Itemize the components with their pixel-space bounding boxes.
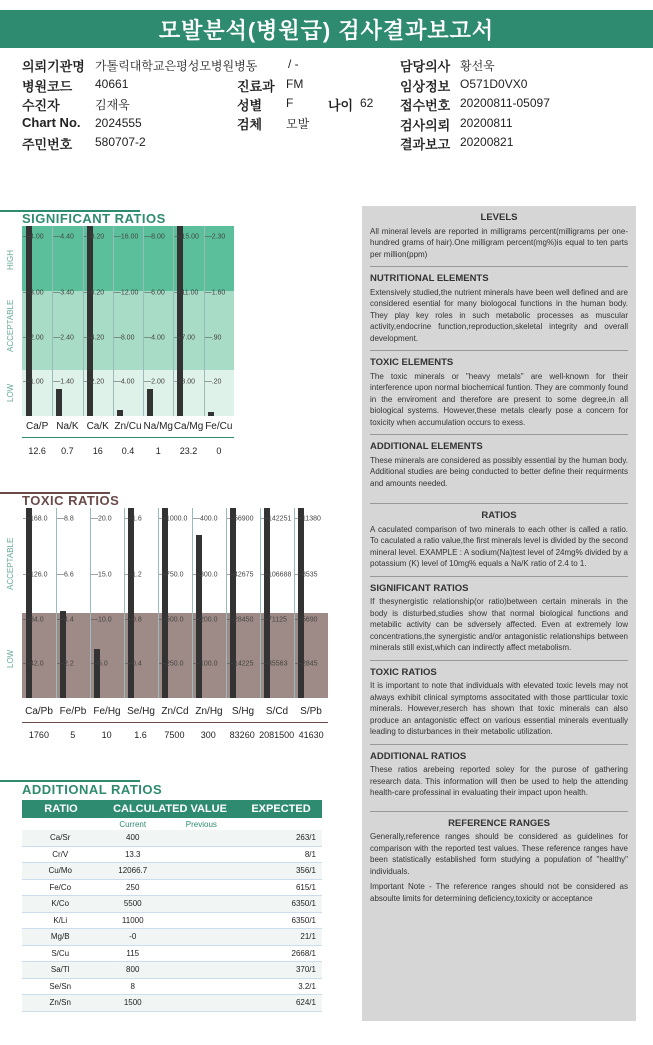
tox-tick: —0.4: [125, 660, 142, 668]
levels-title: LEVELS: [480, 212, 518, 223]
ratio-cell: Zn/Sn: [49, 998, 71, 1008]
doctor-label: 담당의사: [400, 59, 451, 74]
receipt-label: 접수번호: [400, 98, 451, 113]
sig-band-2: [22, 370, 234, 416]
tox-tick: —15.0: [91, 571, 112, 578]
tox-tick: —106688: [261, 571, 292, 578]
additional-table-row: [22, 913, 322, 930]
sig-col-sep: [204, 226, 205, 416]
tox-tick: —11380: [295, 515, 321, 523]
sig-bar-zn-cu: [117, 410, 123, 416]
clinical-value: O571D0VX0: [460, 77, 528, 91]
ratio-cell: Cr/V: [52, 849, 69, 859]
requested-label: 검사의뢰: [400, 118, 451, 133]
tox-tick: —2.2: [57, 660, 74, 668]
current-cell: 11000: [121, 915, 144, 925]
sig-bar-fe-cu: [208, 412, 214, 416]
sig-col-sep: [83, 226, 84, 416]
doctor-value: 황선욱: [460, 59, 495, 73]
significant-values: [22, 446, 234, 460]
tox-bar-s-hg: [230, 508, 236, 698]
reference-title: REFERENCE RANGES: [448, 817, 550, 829]
tox-tick: —126.0: [23, 571, 48, 578]
tox-bar-zn-cd: [162, 508, 168, 698]
sig-value: 12.6: [28, 446, 46, 456]
ratio-cell: Ca/Sr: [49, 833, 71, 843]
additional-table-row: [22, 847, 322, 864]
additional-table-row: [22, 863, 322, 880]
sig-tick: —4.00: [23, 233, 44, 241]
sig-tick: —6.20: [83, 289, 105, 296]
subheader-current: Current: [119, 819, 147, 829]
expected-cell: 370/1: [295, 965, 316, 975]
dept-label: 진료과: [237, 79, 275, 94]
significant-title: SIGNIFICANT RATIOS: [22, 211, 166, 226]
tox-band-1: [22, 613, 328, 699]
specimen-label: 검체: [237, 117, 263, 132]
expected-cell: 6350/1: [291, 899, 316, 909]
tox-tick: —4.4: [57, 616, 74, 624]
sig-tick: —3.00: [174, 378, 196, 386]
tox-tick: —6.6: [57, 571, 74, 578]
sig-category-label: Na/K: [56, 421, 79, 432]
tox-tick: —42675: [227, 571, 254, 578]
sig-tick: —1.00: [23, 378, 44, 386]
ratio-cell: Cu/Mo: [48, 866, 72, 876]
reported-label: 결과보고: [400, 137, 451, 152]
sig-tick: —2.40: [53, 334, 74, 342]
nutritional-text: Extensively studied,the nutrient minerals have been well defined and are considered esential for many biologocal functions in the human body. They play key roles in such metabolic processes as muscular activity,endocrine function,reproduction,skeletal integrity and overall development.: [370, 287, 628, 343]
sig-band-acceptable-label: ACCEPTABLE: [6, 299, 15, 352]
sig-tick: —.20: [204, 378, 222, 386]
toxic-title: TOXIC RATIOS: [22, 493, 120, 508]
tox-col-sep: [56, 508, 57, 698]
rrn-value: 580707-2: [95, 135, 146, 149]
tox-category-label: Se/Hg: [127, 706, 155, 717]
ratio-cell: K/Li: [53, 915, 68, 925]
header-expected: EXPECTED: [251, 803, 311, 815]
tox-bar-s-pb: [298, 508, 304, 698]
collector-label: 수진자: [22, 98, 60, 113]
sig-tick: —1.40: [53, 378, 74, 386]
sig-tick: —2.30: [204, 233, 226, 241]
tox-tick: —20.0: [91, 515, 112, 523]
tox-category-label: Ca/Pb: [25, 706, 53, 717]
tox-tick: —750.0: [159, 571, 184, 578]
sig-tick: —3.40: [53, 289, 74, 296]
tox-value: 1760: [28, 730, 49, 740]
additional-elements-title: ADDITIONAL ELEMENTS: [370, 441, 483, 452]
sig-tick: —1.60: [204, 289, 226, 296]
tox-col-sep: [90, 508, 91, 698]
sig-col-sep: [173, 226, 174, 416]
current-cell: 115: [126, 948, 140, 958]
code-label: 병원코드: [22, 79, 73, 94]
ratios-title: RATIOS: [481, 510, 517, 521]
expected-cell: 356/1: [295, 866, 316, 876]
tox-value: 10: [101, 730, 112, 740]
sig-ratios-title: SIGNIFICANT RATIOS: [370, 582, 469, 594]
tox-tick: —56900: [227, 515, 254, 523]
tox-value: 41630: [298, 730, 324, 740]
tox-tick: —71125: [261, 616, 287, 624]
age-value: 62: [360, 96, 374, 110]
additional-rows: [22, 830, 322, 1012]
tox-tick: —142251: [261, 515, 292, 523]
tox-band-0: [22, 508, 328, 613]
nutritional-title: NUTRITIONAL ELEMENTS: [370, 273, 489, 284]
sig-bar-ca-p: [26, 226, 32, 416]
tox-value: 300: [200, 730, 216, 740]
additional-table-row: [22, 946, 322, 963]
chart-label: Chart No.: [22, 115, 81, 130]
sig-category-label: Na/Mg: [143, 421, 173, 432]
tox-col-sep: [124, 508, 125, 698]
expected-cell: 6350/1: [291, 915, 316, 925]
sig-category-label: Ca/Mg: [173, 421, 204, 432]
sig-category-label: Fe/Cu: [205, 421, 233, 432]
dept-value: FM: [286, 77, 304, 91]
tox-tick: —84.0: [23, 616, 44, 624]
tox-col-sep: [226, 508, 227, 698]
sig-tick: —4.40: [53, 233, 74, 241]
code-value: 40661: [95, 77, 129, 91]
additional-table-row: [22, 830, 322, 847]
toxic-elements-title: TOXIC ELEMENTS: [370, 357, 454, 368]
age-label: 나이: [328, 98, 354, 113]
tox-tick: —14225: [227, 660, 254, 668]
rrn-label: 주민번호: [22, 137, 73, 152]
add-ratios-text: These ratios arebeing reported soley for the purose of gathering research data. This information will then be used to help the attending health-care professinal in evaluating their impact upon health.: [370, 765, 628, 797]
toxic-elements-text: The toxic minerals or "heavy metals" are well-known for their interference upon normal biochemical funtion. They are commonly found in the enviroment and therefore are present to some degree,in all biological systems. However,these metals clearly pose a concern for toxicity when accumulation occurs to exess.: [370, 371, 628, 427]
tox-value: 83260: [229, 730, 255, 740]
significant-categories: [22, 421, 234, 438]
ratio-cell: Sa/Tl: [50, 965, 70, 975]
additional-elements-text: These minerals are considered as possibly essential by the human body. Additional studies are being conducted to better define their requirments and amounts needed.: [370, 455, 628, 488]
tox-category-label: S/Pb: [300, 706, 322, 717]
toxic-ratios-text: It is important to note that individuals with elevated toxic levels may not always exhibit clinical symptoms associtated with those partticular toxic minerals. However,reserch has shown that toxic minerals can also produce an antagonistic effect on various essential minerals eventually leading to disturbances in their metabolic utilization.: [370, 681, 628, 736]
expected-cell: 8/1: [304, 849, 316, 859]
expected-cell: 21/1: [300, 932, 316, 942]
additional-table-header: [22, 800, 322, 818]
sig-category-label: Ca/P: [26, 421, 49, 432]
tox-category-label: S/Hg: [231, 706, 255, 717]
ratios-text: A caculated comparison of two minerals to each other is called a ratio. To caculated a ratio value,the first minerals level is divided by the second mineral level. EXAMPLE : A sodium(Na)test level of 24mg% divided by a potassium (K) level of 10mg% equals a Na/K ratio of 2.4 to 1.: [370, 524, 628, 568]
tox-tick: —0.8: [125, 616, 142, 624]
sig-tick: —2.00: [23, 334, 44, 342]
reference-text: Generally,reference ranges should be considered as guidelines for comparison with the reported test values. These reference ranges have been statistically established form studying a population of "healthy" individuals.: [370, 832, 628, 876]
chart-value: 2024555: [95, 116, 142, 130]
tox-value: 5: [70, 730, 76, 740]
institution-value: 가톨릭대학교은평성모병원병동: [95, 59, 258, 73]
additional-title: ADDITIONAL RATIOS: [22, 782, 163, 797]
tox-tick: —5690: [295, 616, 318, 624]
tox-value: 1.6: [134, 730, 147, 740]
additional-table-row: [22, 880, 322, 897]
sig-tick: —7.00: [174, 334, 196, 342]
sig-tick: —16.00: [113, 233, 139, 241]
significant-chart: [22, 226, 234, 416]
sig-category-label: Ca/K: [86, 421, 109, 432]
toxic-ratios-title: TOXIC RATIOS: [370, 666, 437, 678]
institution-label: 의뢰기관명: [22, 59, 85, 74]
tox-tick: —35563: [261, 660, 288, 668]
sig-tick: —4.00: [144, 334, 165, 342]
sig-category-label: Zn/Cu: [114, 421, 142, 432]
current-cell: 12066.7: [118, 866, 148, 876]
tox-bar-fe-pb: [60, 611, 66, 698]
sig-value: 0.4: [121, 446, 135, 456]
additional-table-row: [22, 962, 322, 979]
tox-category-label: Zn/Hg: [195, 706, 223, 717]
current-cell: -0: [129, 932, 137, 942]
tox-tick: —2845: [295, 660, 318, 668]
sig-tick: —12.00: [113, 289, 139, 296]
tox-category-label: S/Cd: [265, 706, 289, 717]
sig-band-high-label: HIGH: [6, 250, 15, 270]
sex-value: F: [286, 96, 294, 110]
sig-value: 16: [92, 446, 103, 456]
ratio-cell: Mg/B: [50, 932, 70, 942]
tox-col-sep: [260, 508, 261, 698]
sig-bar-ca-mg: [177, 226, 183, 416]
tox-bar-se-hg: [128, 508, 134, 698]
additional-table-row: [22, 896, 322, 913]
expected-cell: 2668/1: [291, 948, 316, 958]
sig-tick: —6.00: [144, 289, 165, 296]
tox-tick: —400.0: [193, 515, 218, 523]
sig-band-1: [22, 291, 234, 371]
sig-tick: —8.00: [144, 233, 165, 241]
sig-tick: —3.00: [23, 289, 44, 296]
sig-tick: —.90: [204, 334, 222, 342]
tox-col-sep: [158, 508, 159, 698]
tox-tick: —500.0: [159, 616, 184, 624]
current-cell: 800: [126, 965, 140, 975]
sig-bar-na-mg: [147, 389, 153, 416]
sig-value: 1: [155, 446, 161, 456]
info-panel: [362, 206, 636, 1021]
current-cell: 8: [130, 981, 135, 991]
ratio-cell: S/Cu: [51, 948, 70, 958]
current-cell: 400: [126, 833, 140, 843]
tox-tick: —8.8: [57, 515, 74, 523]
toxic-values: [22, 730, 328, 744]
sig-tick: —15.00: [174, 233, 199, 241]
tox-tick: —5.0: [91, 660, 108, 668]
sig-band-low-label: LOW: [6, 383, 15, 402]
sig-tick: —8.00: [113, 334, 135, 342]
tox-value: 2081500: [259, 730, 295, 740]
clinical-label: 임상정보: [400, 79, 451, 94]
additional-table: [22, 800, 322, 1012]
report-title-bar: [0, 10, 653, 48]
tox-col-sep: [294, 508, 295, 698]
sig-tick: —2.00: [144, 378, 165, 386]
tox-tick: —8535: [295, 571, 318, 578]
sig-value: 0: [216, 446, 222, 456]
sig-col-sep: [113, 226, 114, 416]
tox-tick: —100.0: [193, 660, 218, 668]
tox-category-label: Fe/Hg: [93, 706, 121, 717]
tox-tick: —1.2: [125, 571, 142, 578]
levels-text: All mineral levels are reported in milligrams percent(milligrams per one-hundred grams of hair).One milligram percent(mg%)is equal to ten parts per million(ppm): [370, 226, 628, 259]
header-ratio: RATIO: [44, 803, 78, 815]
report-title: 모발분석(병원급) 검사결과보고서: [158, 17, 495, 43]
tox-tick: —28450: [227, 616, 254, 624]
sex-label: 성별: [237, 98, 263, 113]
sig-tick: —8.20: [83, 233, 105, 241]
sig-bar-na-k: [56, 389, 62, 416]
current-cell: 250: [126, 882, 140, 892]
tox-tick: —168.0: [23, 515, 48, 523]
expected-cell: 615/1: [295, 882, 316, 892]
tox-band-acceptable-label: ACCEPTABLE: [6, 537, 15, 590]
tox-tick: —250.0: [159, 660, 184, 668]
current-cell: 5500: [123, 899, 142, 909]
tox-tick: —1.6: [125, 515, 142, 523]
sig-ratios-text: If thesynergistic relationship(or ratio)between certain minerals in the body is disturbed,studies show that normal biological functions and metabilic activity can be sdversely affected. Even at extremely low concentrations,the synergistic and/or antagonistic relationships between minerals still exist,which can indirectly affect metabolism.: [370, 597, 628, 652]
tox-category-label: Fe/Pb: [59, 706, 87, 717]
tox-tick: —200.0: [193, 616, 218, 624]
ratio-cell: Se/Sn: [49, 981, 72, 991]
tox-value: 7500: [164, 730, 185, 740]
tox-bar-ca-pb: [26, 508, 32, 698]
current-cell: 1500: [123, 998, 142, 1008]
toxic-chart: [22, 508, 328, 698]
reference-note: Important Note - The reference ranges should not be considered as absoulte limits for determining deficiency,toxicity or acceptance: [370, 882, 628, 903]
sig-tick: —4.20: [83, 334, 105, 342]
sig-tick: —2.20: [83, 378, 105, 386]
reported-value: 20200821: [460, 135, 514, 149]
sig-bar-ca-k: [87, 226, 93, 416]
additional-table-row: [22, 995, 322, 1012]
sig-tick: —4.00: [113, 378, 135, 386]
ratio-cell: Fe/Co: [49, 882, 72, 892]
tox-tick: —300.0: [193, 571, 218, 578]
tox-category-label: Zn/Cd: [161, 706, 189, 717]
sig-col-sep: [52, 226, 53, 416]
add-ratios-title: ADDITIONAL RATIOS: [370, 750, 467, 762]
sig-value: 23.2: [179, 446, 198, 456]
additional-table-row: [22, 979, 322, 996]
header-calculated: CALCULATED VALUE: [113, 803, 227, 815]
expected-cell: 3.2/1: [298, 981, 316, 991]
tox-tick: —42.0: [23, 660, 44, 668]
specimen-value: 모발: [286, 117, 310, 131]
current-cell: 13.3: [124, 849, 141, 859]
institution-extra: / -: [288, 57, 299, 71]
sig-tick: —11.00: [174, 289, 199, 296]
tox-tick: —1000.0: [159, 515, 188, 523]
receipt-value: 20200811-05097: [460, 96, 550, 110]
additional-table-row: [22, 929, 322, 946]
sig-value: 0.7: [61, 446, 74, 456]
patient-info: [0, 52, 653, 152]
tox-col-sep: [192, 508, 193, 698]
tox-tick: —10.0: [91, 616, 112, 624]
collector-value: 김재욱: [95, 98, 130, 112]
ratio-cell: K/Co: [51, 899, 70, 909]
expected-cell: 624/1: [295, 998, 316, 1008]
tox-bar-s-cd: [264, 508, 270, 698]
additional-subheader: [22, 818, 322, 830]
sig-col-sep: [143, 226, 144, 416]
tox-bar-fe-hg: [94, 649, 100, 698]
requested-value: 20200811: [460, 116, 513, 130]
subheader-previous: Previous: [185, 819, 217, 829]
toxic-categories: [22, 706, 328, 723]
expected-cell: 263/1: [295, 833, 316, 843]
tox-band-low-label: LOW: [6, 649, 15, 668]
